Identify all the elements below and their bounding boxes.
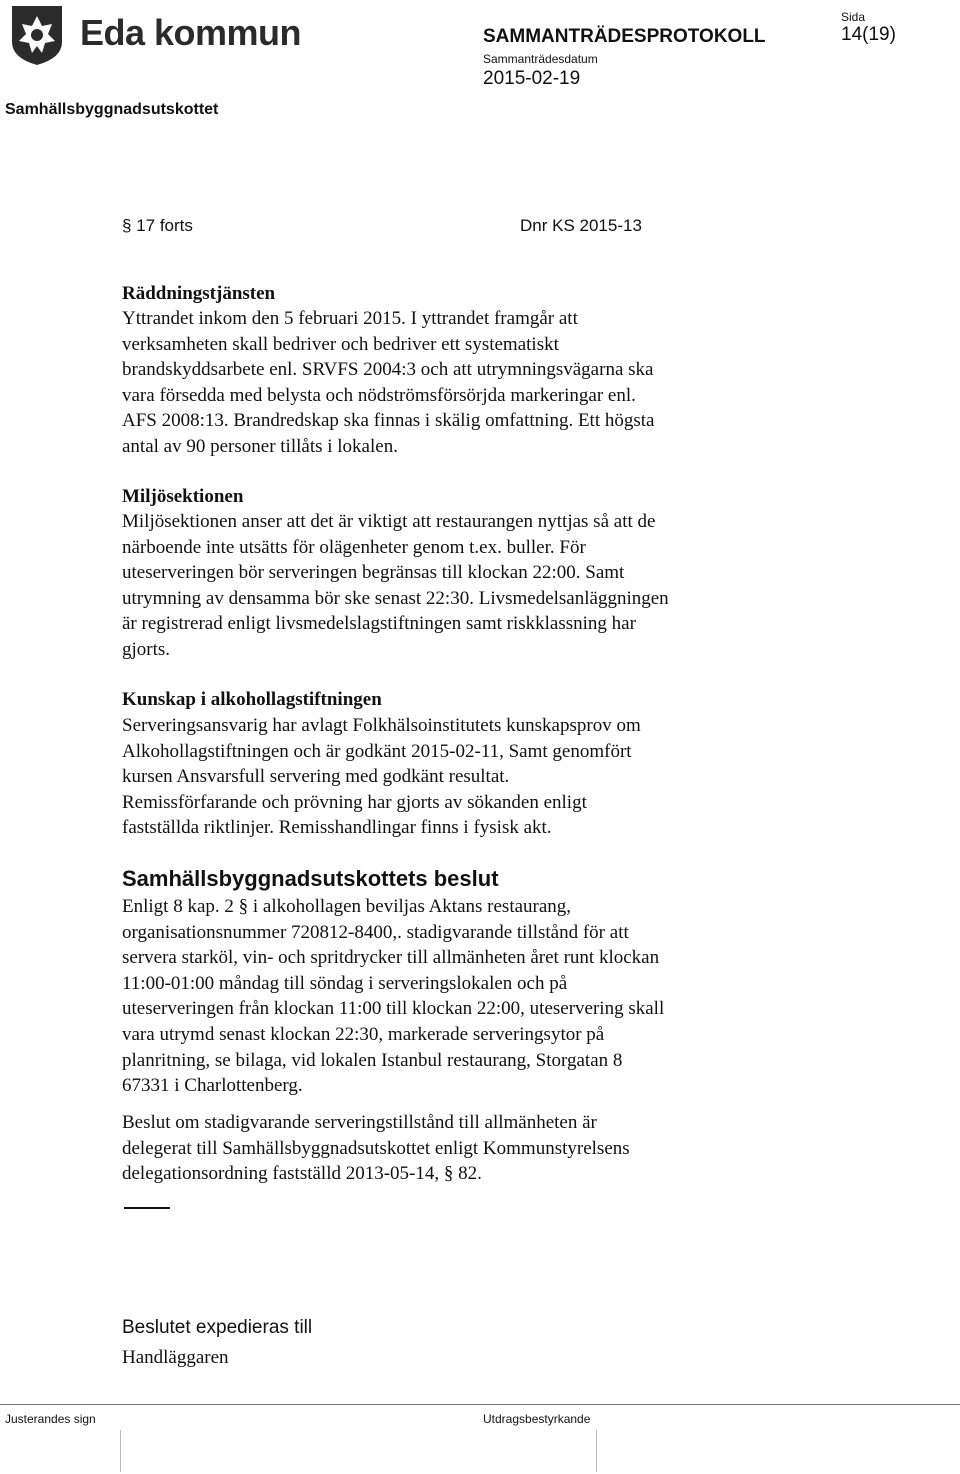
text-line: brandskyddsarbete enl. SRVFS 2004:3 och att utrymningsvägarna ska	[122, 359, 654, 381]
text-line: närboende inte utsätts för olägenheter genom t.ex. buller. För	[122, 536, 586, 558]
text-line: Beslut om stadigvarande serveringstillstånd till allmänheten är	[122, 1112, 597, 1133]
footer-sign-label: Justerandes sign	[5, 1412, 96, 1426]
text-line: AFS 2008:13. Brandredskap ska finnas i skälig omfattning. Ett högsta	[122, 410, 655, 432]
text-line: Alkohollagstiftningen och är godkänt 2015-02-11, Samt genomfört	[122, 740, 632, 762]
page-label: Sida	[841, 10, 866, 24]
committee-name: Samhällsbyggnadsutskottet	[5, 101, 219, 118]
distribution-heading: Beslutet expedieras till	[122, 1317, 313, 1338]
text-line: planritning, se bilaga, vid lokalen Istanbul restaurang, Storgatan 8	[122, 1049, 623, 1071]
document-title: SAMMANTRÄDESPROTOKOLL	[483, 26, 766, 47]
text-line: fastställda riktlinjer. Remisshandlingar finns i fysisk akt.	[122, 817, 552, 839]
text-line: servera starköl, vin- och spritdrycker till allmänheten året runt klockan	[122, 947, 660, 969]
section-heading-beslut: Samhällsbyggnadsutskottets beslut	[122, 866, 499, 891]
text-line: vara utrymd senast klockan 22:30, markerade serveringsytor på	[122, 1023, 605, 1045]
text-line: delegationsordning fastställd 2013-05-14, § 82.	[122, 1163, 482, 1185]
text-line: gjorts.	[122, 638, 171, 660]
text-line: uteserveringen bör serveringen begränsas till klockan 22:00. Samt	[122, 562, 625, 584]
text-line: utrymning av densamma bör ske senast 22:30. Livsmedelsanläggningen	[122, 587, 669, 609]
meeting-date: 2015-02-19	[483, 68, 581, 89]
text-line: antal av 90 personer tillåts i lokalen.	[122, 435, 398, 457]
case-paragraph-ref	[122, 216, 193, 236]
text-line: delegerat till Samhällsbyggnadsutskottet enligt Kommunstyrelsens	[122, 1137, 630, 1159]
meeting-date-label: Sammanträdesdatum	[483, 52, 598, 66]
text-line: kursen Ansvarsfull servering med godkänt resultat.	[122, 766, 510, 788]
footer-extract-box	[596, 1430, 597, 1472]
case-paragraph-text: 17 forts	[136, 216, 193, 235]
text-line: är registrerad enligt livsmedelslagstiftningen samt riskklassning har	[122, 613, 636, 635]
text-line: 11:00-01:00 måndag till söndag i serveringslokalen och på	[122, 972, 568, 994]
footer-divider	[0, 1404, 960, 1405]
section-heading-kunskap: Kunskap i alkohollagstiftningen	[122, 689, 382, 710]
case-dnr: Dnr KS 2015-13	[520, 216, 642, 235]
section-symbol: §	[122, 216, 132, 235]
section-heading-miljosektionen: Miljösektionen	[122, 486, 244, 507]
page-number: 14(19)	[841, 24, 896, 45]
text-line: Serveringsansvarig har avlagt Folkhälsoinstitutets kunskapsprov om	[122, 715, 641, 736]
text-line: Yttrandet inkom den 5 februari 2015. I yttrandet framgår att	[122, 308, 578, 329]
section-heading-raddningstjansten: Räddningstjänsten	[122, 283, 276, 304]
delegation-text	[122, 1110, 630, 1187]
distribution-recipient: Handläggaren	[122, 1347, 229, 1368]
text-line: verksamheten skall bedriver och bedriver ett systematiskt	[122, 333, 559, 355]
text-line: vara försedda med belysta och nödströmsförsörjda markeringar enl.	[122, 384, 636, 406]
text-line: 67331 i Charlottenberg.	[122, 1075, 303, 1097]
raddningstjansten-text	[122, 306, 654, 460]
footer-extract-label: Utdragsbestyrkande	[483, 1412, 591, 1426]
kunskap-text	[122, 713, 641, 841]
text-line: uteserveringen från klockan 11:00 till klockan 22:00, uteservering skall	[122, 998, 665, 1020]
miljosektionen-text	[122, 509, 669, 663]
beslut-text	[122, 894, 664, 1099]
eda-kommun-logo-icon	[8, 4, 66, 66]
separator-line	[124, 1207, 170, 1209]
text-line: Remissförfarande och prövning har gjorts av sökanden enligt	[122, 791, 587, 813]
footer-sign-box	[120, 1430, 121, 1472]
text-line: organisationsnummer 720812-8400,. stadigvarande tillstånd för att	[122, 921, 629, 943]
text-line: Enligt 8 kap. 2 § i alkohollagen beviljas Aktans restaurang,	[122, 896, 572, 917]
logo-wordmark: Eda kommun	[80, 12, 302, 53]
text-line: Miljösektionen anser att det är viktigt att restaurangen nyttjas så att de	[122, 511, 656, 532]
